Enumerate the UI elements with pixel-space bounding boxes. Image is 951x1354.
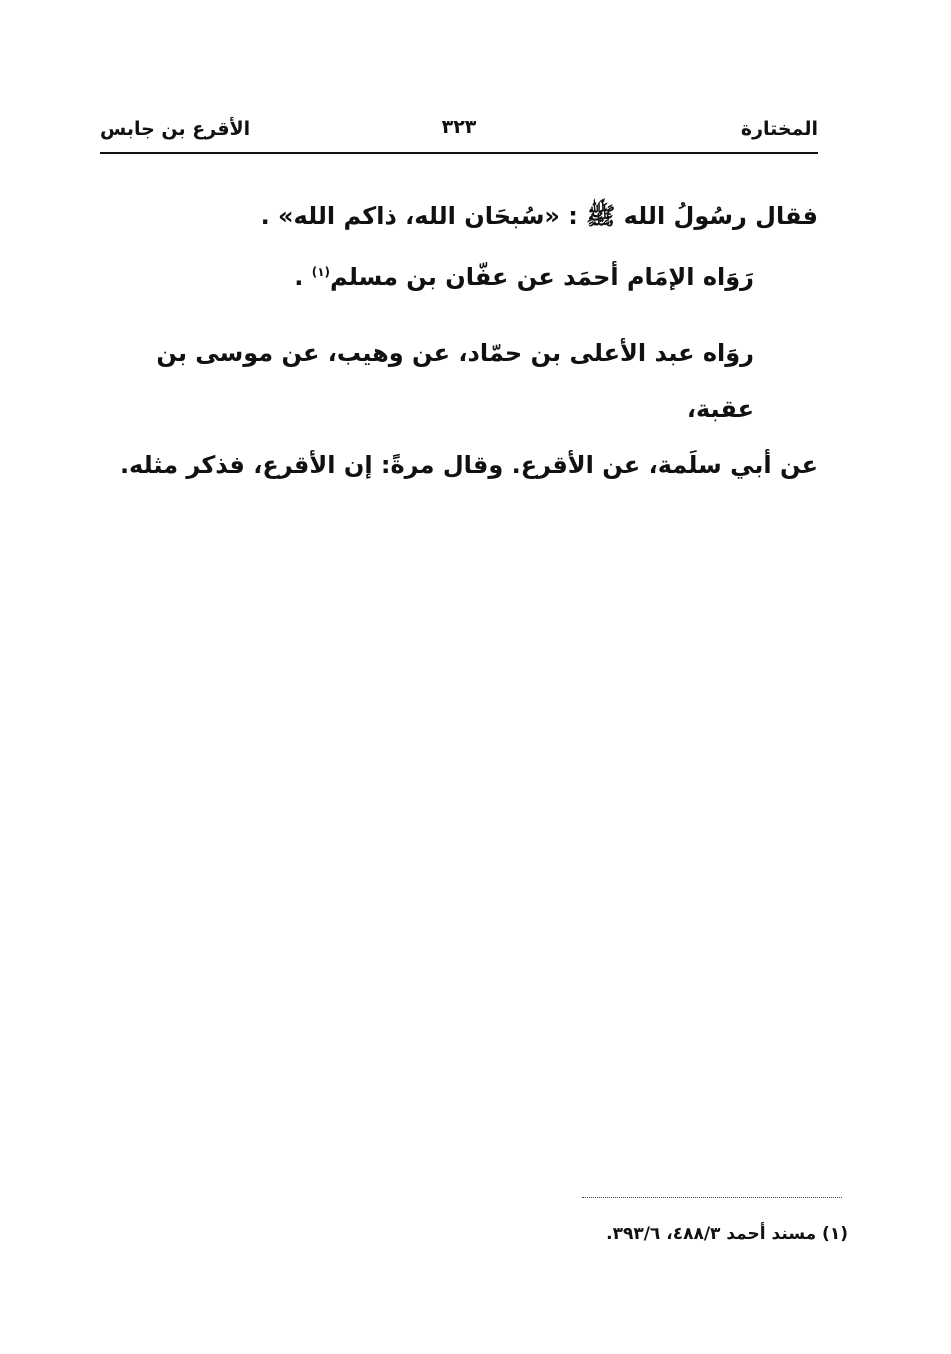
footnote: (١) مسند أحمد ٤٨٨/٣، ٣٩٣/٦. xyxy=(606,1224,848,1244)
main-text xyxy=(100,188,818,493)
narration-text: رَوَاه الإمَام أحمَد عن عفّان بن مسلم xyxy=(330,263,754,291)
section-title: الأقرع بن جابس xyxy=(100,118,251,140)
narration-line xyxy=(100,244,818,305)
chain-line-1: روَاه عبد الأعلى بن حمّاد، عن وهيب، عن موسى بن عقبة، xyxy=(156,339,754,423)
footnote-divider xyxy=(582,1197,842,1198)
running-header xyxy=(100,112,818,152)
hadith-line: فقال رسُولُ الله ﷺ : «سُبحَان الله، ذاكم الله» . xyxy=(260,202,818,230)
page-number: ٣٢٣ xyxy=(441,116,477,138)
chain-line-2: عن أبي سلَمة، عن الأقرع. وقال مرةً: إن الأقرع، فذكر مثله. xyxy=(119,451,818,479)
header-divider xyxy=(100,152,818,154)
footnote-marker: (١) xyxy=(311,265,331,279)
narration-end: . xyxy=(294,263,312,291)
book-title: المختارة xyxy=(740,118,818,140)
